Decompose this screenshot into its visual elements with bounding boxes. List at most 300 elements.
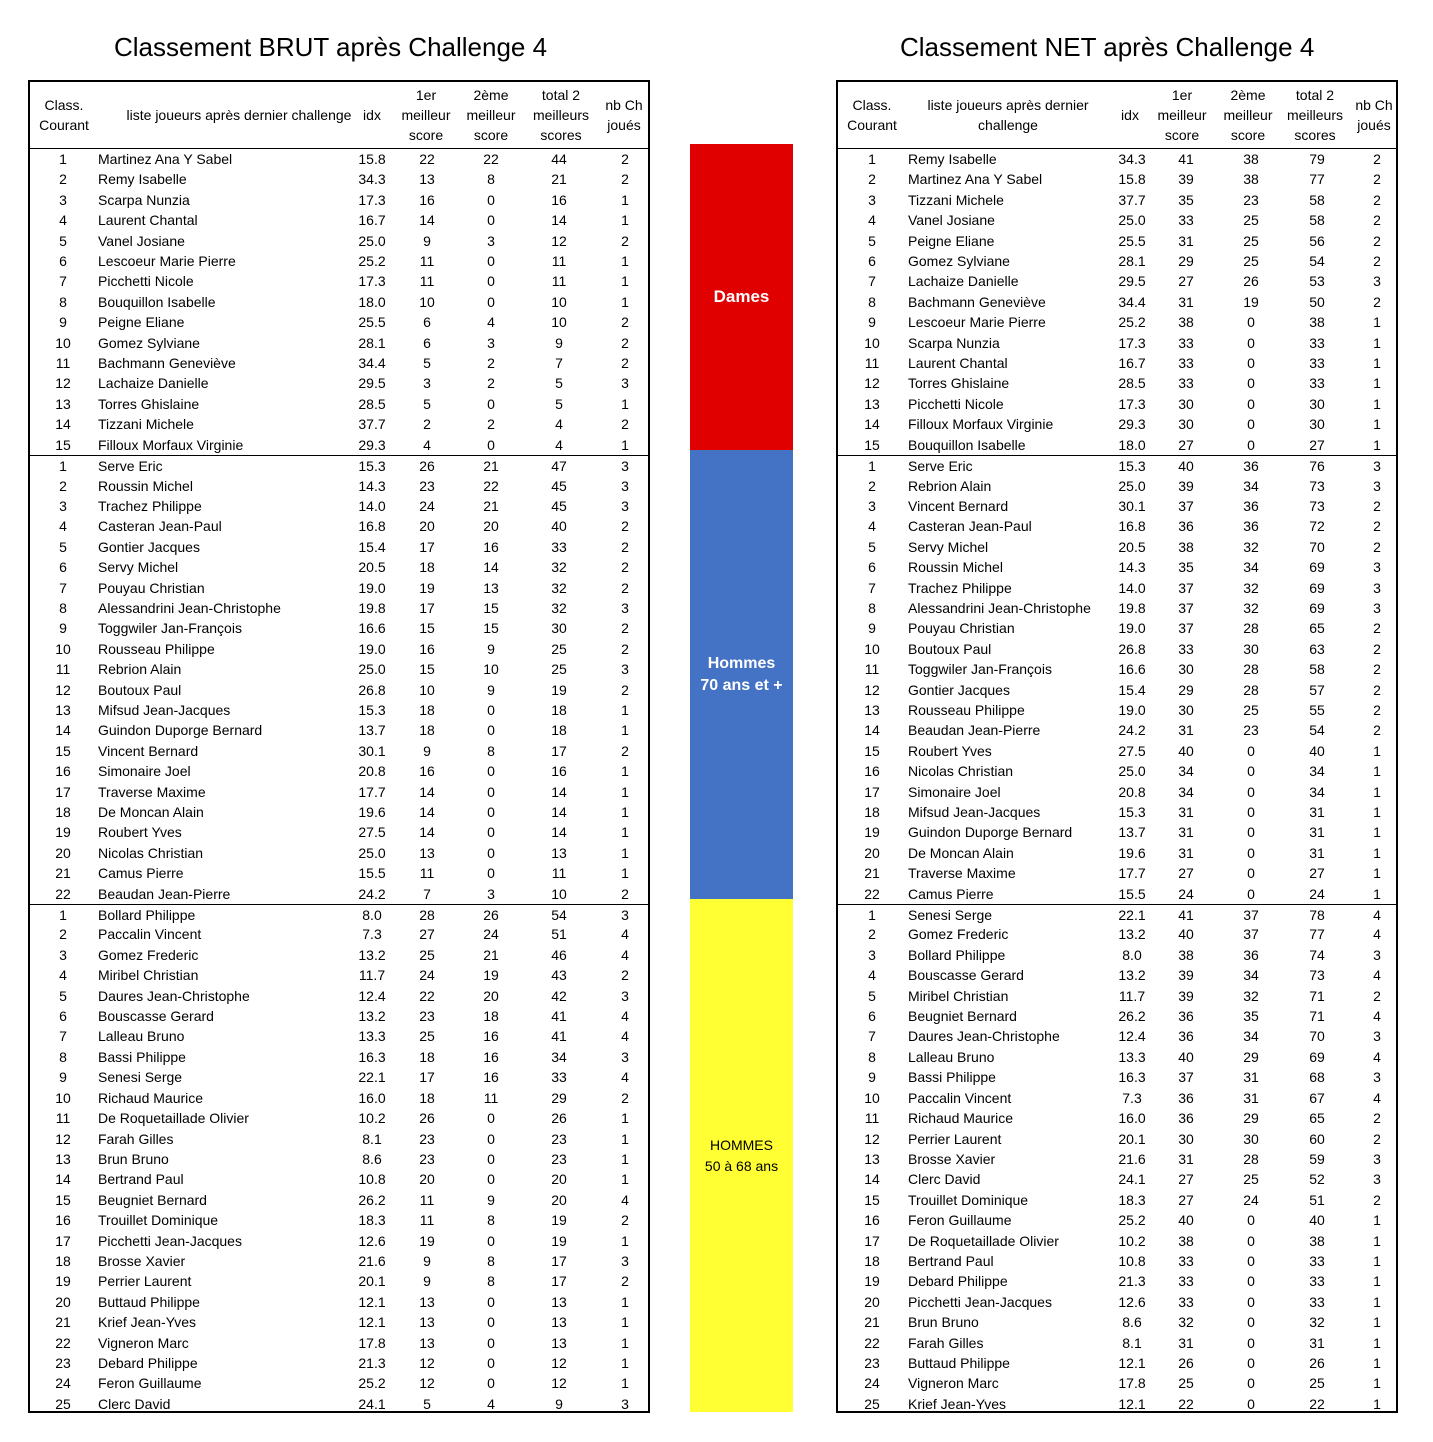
played-cell: 2 xyxy=(1373,191,1381,208)
best1-cell: 28 xyxy=(419,907,435,924)
name-cell: Picchetti Jean-Jacques xyxy=(98,1232,242,1249)
best1-cell: 34 xyxy=(1178,783,1194,800)
total-cell: 77 xyxy=(1309,926,1325,943)
total-cell: 54 xyxy=(1309,253,1325,270)
idx-cell: 29.5 xyxy=(1118,273,1146,290)
name-cell: Lalleau Bruno xyxy=(98,1028,185,1045)
idx-cell: 37.7 xyxy=(1118,191,1146,208)
name-cell: Bollard Philippe xyxy=(908,946,1006,963)
best2-cell: 31 xyxy=(1243,1089,1259,1106)
header-best2: 2ème meilleur score xyxy=(466,87,516,143)
rank-cell: 1 xyxy=(59,458,67,475)
name-cell: Toggwiler Jan-François xyxy=(908,661,1052,678)
best2-cell: 2 xyxy=(487,416,495,433)
name-cell: Paccalin Vincent xyxy=(908,1089,1012,1106)
rank-cell: 15 xyxy=(864,436,880,453)
best2-cell: 23 xyxy=(1243,191,1259,208)
total-cell: 32 xyxy=(551,559,567,576)
total-cell: 32 xyxy=(551,599,567,616)
best1-cell: 5 xyxy=(423,355,431,372)
category-label-hommes-70-line1: Hommes xyxy=(707,654,776,672)
best2-cell: 37 xyxy=(1243,907,1259,924)
best1-cell: 25 xyxy=(1178,1375,1194,1392)
rank-cell: 11 xyxy=(55,355,71,372)
total-cell: 44 xyxy=(551,151,567,167)
played-cell: 2 xyxy=(621,1212,629,1229)
rank-cell: 1 xyxy=(868,907,876,924)
best1-cell: 4 xyxy=(423,436,431,453)
rank-cell: 6 xyxy=(868,559,876,576)
best2-cell: 22 xyxy=(483,477,499,494)
total-cell: 13 xyxy=(551,1334,567,1351)
rank-cell: 13 xyxy=(864,395,880,412)
name-cell: Vanel Josiane xyxy=(908,212,995,229)
best1-cell: 33 xyxy=(1178,334,1194,351)
name-cell: Torres Ghislaine xyxy=(908,375,1010,392)
total-cell: 71 xyxy=(1309,987,1325,1004)
best2-cell: 19 xyxy=(1243,293,1259,310)
best2-cell: 4 xyxy=(487,314,495,331)
name-cell: Beaudan Jean-Pierre xyxy=(98,885,231,902)
rank-cell: 17 xyxy=(864,1232,880,1249)
name-cell: Bertrand Paul xyxy=(908,1252,994,1269)
total-cell: 17 xyxy=(551,1252,567,1269)
best2-cell: 36 xyxy=(1243,458,1259,475)
table-row xyxy=(838,863,1396,883)
name-cell: Vincent Bernard xyxy=(908,497,1009,514)
best1-cell: 11 xyxy=(419,1212,435,1229)
idx-cell: 18.0 xyxy=(1118,436,1146,453)
played-cell: 2 xyxy=(1373,538,1381,555)
idx-cell: 20.1 xyxy=(1118,1130,1146,1147)
idx-cell: 12.1 xyxy=(1118,1395,1146,1412)
name-cell: Martinez Ana Y Sabel xyxy=(98,151,233,167)
best2-cell: 0 xyxy=(487,1293,495,1310)
rank-cell: 8 xyxy=(59,293,67,310)
rank-cell: 4 xyxy=(868,212,876,229)
rank-cell: 2 xyxy=(59,926,67,943)
rank-cell: 15 xyxy=(55,436,71,453)
best2-cell: 0 xyxy=(1247,1273,1255,1290)
table-row xyxy=(838,618,1396,638)
best2-cell: 8 xyxy=(487,742,495,759)
best2-cell: 0 xyxy=(1247,824,1255,841)
name-cell: Pouyau Christian xyxy=(98,579,205,596)
best1-cell: 2 xyxy=(423,416,431,433)
total-cell: 25 xyxy=(551,640,567,657)
total-cell: 27 xyxy=(1309,436,1325,453)
total-cell: 38 xyxy=(1309,1232,1325,1249)
table-row xyxy=(838,231,1396,251)
best1-cell: 13 xyxy=(419,844,435,861)
best1-cell: 19 xyxy=(419,1232,435,1249)
rank-cell: 13 xyxy=(55,701,71,718)
best2-cell: 29 xyxy=(1243,1110,1259,1127)
best1-cell: 36 xyxy=(1178,1008,1194,1025)
total-cell: 4 xyxy=(555,436,563,453)
table-row xyxy=(838,1067,1396,1087)
table-row xyxy=(838,1149,1396,1169)
table-row xyxy=(30,1129,648,1149)
best1-cell: 7 xyxy=(423,885,431,902)
idx-cell: 16.8 xyxy=(1118,518,1146,535)
rank-cell: 16 xyxy=(55,1212,71,1229)
played-cell: 1 xyxy=(1373,436,1381,453)
name-cell: Torres Ghislaine xyxy=(98,395,200,412)
idx-cell: 20.5 xyxy=(1118,538,1146,555)
idx-cell: 29.5 xyxy=(358,375,386,392)
total-cell: 19 xyxy=(551,1232,567,1249)
played-cell: 2 xyxy=(621,579,629,596)
table-row xyxy=(30,1006,648,1026)
total-cell: 34 xyxy=(1309,763,1325,780)
idx-cell: 18.3 xyxy=(1118,1191,1146,1208)
name-cell: Clerc David xyxy=(908,1171,981,1188)
name-cell: Camus Pierre xyxy=(98,865,184,882)
name-cell: Daures Jean-Christophe xyxy=(98,987,250,1004)
total-cell: 41 xyxy=(551,1008,567,1025)
idx-cell: 18.0 xyxy=(358,293,386,310)
header-idx: idx xyxy=(1121,107,1139,123)
played-cell: 2 xyxy=(621,681,629,698)
best1-cell: 9 xyxy=(423,1252,431,1269)
table-row xyxy=(838,476,1396,496)
idx-cell: 27.5 xyxy=(1118,742,1146,759)
best1-cell: 24 xyxy=(419,967,435,984)
name-cell: Bertrand Paul xyxy=(98,1171,184,1188)
table-row xyxy=(30,1108,648,1128)
best2-cell: 24 xyxy=(1243,1191,1259,1208)
best2-cell: 3 xyxy=(487,232,495,249)
name-cell: Picchetti Nicole xyxy=(908,395,1004,412)
table-row xyxy=(30,414,648,434)
played-cell: 3 xyxy=(1373,1171,1381,1188)
rank-cell: 6 xyxy=(868,253,876,270)
best2-cell: 19 xyxy=(483,967,499,984)
idx-cell: 13.2 xyxy=(358,946,386,963)
best1-cell: 33 xyxy=(1178,1252,1194,1269)
name-cell: Martinez Ana Y Sabel xyxy=(908,171,1043,188)
rank-cell: 3 xyxy=(868,497,876,514)
total-cell: 52 xyxy=(1309,1171,1325,1188)
rank-cell: 14 xyxy=(55,722,71,739)
best2-cell: 0 xyxy=(1247,314,1255,331)
header-best2: 2ème meilleur score xyxy=(1223,87,1273,143)
best2-cell: 0 xyxy=(487,191,495,208)
rank-cell: 3 xyxy=(59,946,67,963)
total-cell: 25 xyxy=(551,661,567,678)
best1-cell: 17 xyxy=(419,599,435,616)
best2-cell: 25 xyxy=(1243,701,1259,718)
best2-cell: 15 xyxy=(483,620,499,637)
best1-cell: 40 xyxy=(1178,1048,1194,1065)
best1-cell: 36 xyxy=(1178,1028,1194,1045)
played-cell: 2 xyxy=(621,538,629,555)
best2-cell: 38 xyxy=(1243,171,1259,188)
idx-cell: 13.7 xyxy=(1118,824,1146,841)
total-cell: 31 xyxy=(1309,804,1325,820)
total-cell: 19 xyxy=(551,1212,567,1229)
best2-cell: 0 xyxy=(487,1354,495,1371)
rank-cell: 21 xyxy=(55,1314,71,1331)
total-cell: 73 xyxy=(1309,967,1325,984)
name-cell: Senesi Serge xyxy=(908,907,993,924)
net-title: Classement NET après Challenge 4 xyxy=(900,32,1315,62)
best1-cell: 17 xyxy=(419,538,435,555)
rank-cell: 15 xyxy=(55,742,71,759)
table-row xyxy=(838,924,1396,944)
table-row xyxy=(838,292,1396,312)
brut-title: Classement BRUT après Challenge 4 xyxy=(114,32,548,62)
best1-cell: 16 xyxy=(419,191,435,208)
header-rank: Class. Courant xyxy=(39,97,89,133)
rank-cell: 8 xyxy=(59,1048,67,1065)
idx-cell: 13.2 xyxy=(358,1008,386,1025)
header-total: total 2 meilleurs scores xyxy=(532,87,589,143)
name-cell: Bassi Philippe xyxy=(908,1069,996,1086)
total-cell: 9 xyxy=(555,1395,563,1412)
rank-cell: 15 xyxy=(864,742,880,759)
name-cell: Alessandrini Jean-Christophe xyxy=(98,599,281,616)
rank-cell: 20 xyxy=(864,844,880,861)
best2-cell: 25 xyxy=(1243,212,1259,229)
name-cell: Vigneron Marc xyxy=(98,1334,189,1351)
table-row xyxy=(30,496,648,516)
rank-cell: 5 xyxy=(59,538,67,555)
total-cell: 55 xyxy=(1309,701,1325,718)
total-cell: 13 xyxy=(551,1314,567,1331)
rank-cell: 23 xyxy=(55,1354,71,1371)
category-label-dames: Dames xyxy=(713,287,770,306)
played-cell: 2 xyxy=(1373,701,1381,718)
table-row xyxy=(838,965,1396,985)
played-cell: 1 xyxy=(1373,824,1381,841)
rank-cell: 6 xyxy=(59,1008,67,1025)
table-row xyxy=(838,843,1396,863)
table-row xyxy=(838,312,1396,332)
played-cell: 1 xyxy=(1373,742,1381,759)
best1-cell: 11 xyxy=(419,253,435,270)
rank-cell: 4 xyxy=(59,967,67,984)
table-row xyxy=(30,1373,648,1393)
played-cell: 1 xyxy=(621,783,629,800)
table-row xyxy=(838,639,1396,659)
rank-cell: 5 xyxy=(868,987,876,1004)
best2-cell: 0 xyxy=(1247,1314,1255,1331)
best1-cell: 18 xyxy=(419,722,435,739)
name-cell: Richaud Maurice xyxy=(908,1110,1014,1127)
name-cell: Traverse Maxime xyxy=(908,865,1016,882)
total-cell: 73 xyxy=(1309,477,1325,494)
name-cell: Gomez Sylviane xyxy=(908,253,1010,270)
best2-cell: 30 xyxy=(1243,1130,1259,1147)
table-row xyxy=(838,210,1396,230)
idx-cell: 12.6 xyxy=(1118,1293,1146,1310)
name-cell: Gomez Sylviane xyxy=(98,334,200,351)
table-row xyxy=(30,904,648,924)
played-cell: 2 xyxy=(1373,518,1381,535)
best1-cell: 23 xyxy=(419,1130,435,1147)
table-row xyxy=(838,1026,1396,1046)
total-cell: 16 xyxy=(551,191,567,208)
played-cell: 3 xyxy=(621,497,629,514)
idx-cell: 14.3 xyxy=(1118,559,1146,576)
total-cell: 73 xyxy=(1309,497,1325,514)
idx-cell: 25.5 xyxy=(358,314,386,331)
rank-cell: 2 xyxy=(868,171,876,188)
total-cell: 14 xyxy=(551,783,567,800)
table-row xyxy=(30,843,648,863)
best1-cell: 26 xyxy=(419,458,435,475)
name-cell: Tizzani Michele xyxy=(98,416,194,433)
idx-cell: 30.1 xyxy=(358,742,386,759)
rank-cell: 8 xyxy=(868,293,876,310)
rank-cell: 3 xyxy=(59,191,67,208)
best1-cell: 23 xyxy=(419,477,435,494)
idx-cell: 19.0 xyxy=(358,640,386,657)
name-cell: Laurent Chantal xyxy=(98,212,198,229)
best1-cell: 41 xyxy=(1178,907,1194,924)
best2-cell: 0 xyxy=(487,1232,495,1249)
played-cell: 3 xyxy=(1373,458,1381,475)
played-cell: 3 xyxy=(1373,1069,1381,1086)
best2-cell: 0 xyxy=(1247,355,1255,372)
rank-cell: 13 xyxy=(55,395,71,412)
name-cell: Roussin Michel xyxy=(908,559,1003,576)
idx-cell: 22.1 xyxy=(358,1069,386,1086)
best1-cell: 37 xyxy=(1178,599,1194,616)
rank-cell: 8 xyxy=(868,1048,876,1065)
played-cell: 1 xyxy=(1373,1395,1381,1412)
rank-cell: 8 xyxy=(59,599,67,616)
best2-cell: 9 xyxy=(487,640,495,657)
best1-cell: 6 xyxy=(423,334,431,351)
played-cell: 1 xyxy=(1373,1273,1381,1290)
best1-cell: 39 xyxy=(1178,477,1194,494)
idx-cell: 11.7 xyxy=(358,967,386,984)
best2-cell: 0 xyxy=(487,293,495,310)
total-cell: 24 xyxy=(1309,885,1325,902)
name-cell: Daures Jean-Christophe xyxy=(908,1028,1060,1045)
best2-cell: 16 xyxy=(483,1048,499,1065)
total-cell: 31 xyxy=(1309,844,1325,861)
table-row xyxy=(30,1088,648,1108)
total-cell: 17 xyxy=(551,742,567,759)
idx-cell: 20.8 xyxy=(1118,783,1146,800)
name-cell: Bouquillon Isabelle xyxy=(98,293,216,310)
idx-cell: 12.6 xyxy=(358,1232,386,1249)
idx-cell: 25.0 xyxy=(358,232,386,249)
table-row xyxy=(838,455,1396,475)
idx-cell: 21.6 xyxy=(358,1252,386,1269)
best1-cell: 18 xyxy=(419,701,435,718)
name-cell: Mifsud Jean-Jacques xyxy=(908,804,1041,820)
idx-cell: 34.3 xyxy=(1118,151,1146,167)
name-cell: Roubert Yves xyxy=(908,742,992,759)
table-row xyxy=(30,863,648,883)
rank-cell: 14 xyxy=(55,1171,71,1188)
total-cell: 40 xyxy=(551,518,567,535)
net-rows xyxy=(838,149,1396,1414)
best1-cell: 33 xyxy=(1178,1273,1194,1290)
rank-cell: 12 xyxy=(55,375,71,392)
idx-cell: 12.1 xyxy=(358,1293,386,1310)
idx-cell: 16.3 xyxy=(358,1048,386,1065)
idx-cell: 8.1 xyxy=(362,1130,382,1147)
best2-cell: 0 xyxy=(487,1110,495,1127)
rank-cell: 10 xyxy=(864,1089,880,1106)
name-cell: Casteran Jean-Paul xyxy=(908,518,1032,535)
best1-cell: 3 xyxy=(423,375,431,392)
name-cell: Toggwiler Jan-François xyxy=(98,620,242,637)
total-cell: 69 xyxy=(1309,1048,1325,1065)
played-cell: 1 xyxy=(1373,1375,1381,1392)
played-cell: 2 xyxy=(621,885,629,902)
best1-cell: 11 xyxy=(419,273,435,290)
name-cell: Bollard Philippe xyxy=(98,907,196,924)
idx-cell: 24.2 xyxy=(358,885,386,902)
idx-cell: 15.3 xyxy=(358,458,386,475)
best1-cell: 14 xyxy=(419,212,435,229)
played-cell: 1 xyxy=(621,763,629,780)
name-cell: Simonaire Joel xyxy=(98,763,191,780)
table-row xyxy=(838,149,1396,169)
table-row xyxy=(838,537,1396,557)
played-cell: 2 xyxy=(1373,151,1381,167)
best2-cell: 0 xyxy=(1247,375,1255,392)
rank-cell: 16 xyxy=(55,763,71,780)
total-cell: 20 xyxy=(551,1171,567,1188)
idx-cell: 37.7 xyxy=(358,416,386,433)
played-cell: 2 xyxy=(1373,722,1381,739)
best1-cell: 39 xyxy=(1178,967,1194,984)
net-table xyxy=(836,80,1398,1413)
played-cell: 1 xyxy=(621,865,629,882)
table-row xyxy=(30,1169,648,1189)
name-cell: Brun Bruno xyxy=(908,1314,979,1331)
total-cell: 59 xyxy=(1309,1150,1325,1167)
rank-cell: 22 xyxy=(864,885,880,902)
best2-cell: 21 xyxy=(483,458,499,475)
played-cell: 2 xyxy=(1373,1130,1381,1147)
best2-cell: 32 xyxy=(1243,579,1259,596)
best1-cell: 27 xyxy=(1178,273,1194,290)
total-cell: 18 xyxy=(551,722,567,739)
total-cell: 29 xyxy=(551,1089,567,1106)
table-row xyxy=(30,639,648,659)
played-cell: 2 xyxy=(1373,212,1381,229)
played-cell: 3 xyxy=(621,477,629,494)
total-cell: 70 xyxy=(1309,538,1325,555)
total-cell: 5 xyxy=(555,395,563,412)
header-total: total 2 meilleurs scores xyxy=(1286,87,1343,143)
total-cell: 77 xyxy=(1309,171,1325,188)
idx-cell: 25.0 xyxy=(358,661,386,678)
best1-cell: 30 xyxy=(1178,1130,1194,1147)
name-cell: Mifsud Jean-Jacques xyxy=(98,701,231,718)
header-idx: idx xyxy=(363,107,381,123)
table-row xyxy=(30,251,648,271)
name-cell: Perrier Laurent xyxy=(98,1273,192,1290)
idx-cell: 20.1 xyxy=(358,1273,386,1290)
best2-cell: 0 xyxy=(487,395,495,412)
total-cell: 4 xyxy=(555,416,563,433)
best1-cell: 33 xyxy=(1178,1293,1194,1310)
name-cell: Roussin Michel xyxy=(98,477,193,494)
best2-cell: 4 xyxy=(487,1395,495,1412)
idx-cell: 29.3 xyxy=(1118,416,1146,433)
idx-cell: 8.6 xyxy=(362,1150,382,1167)
